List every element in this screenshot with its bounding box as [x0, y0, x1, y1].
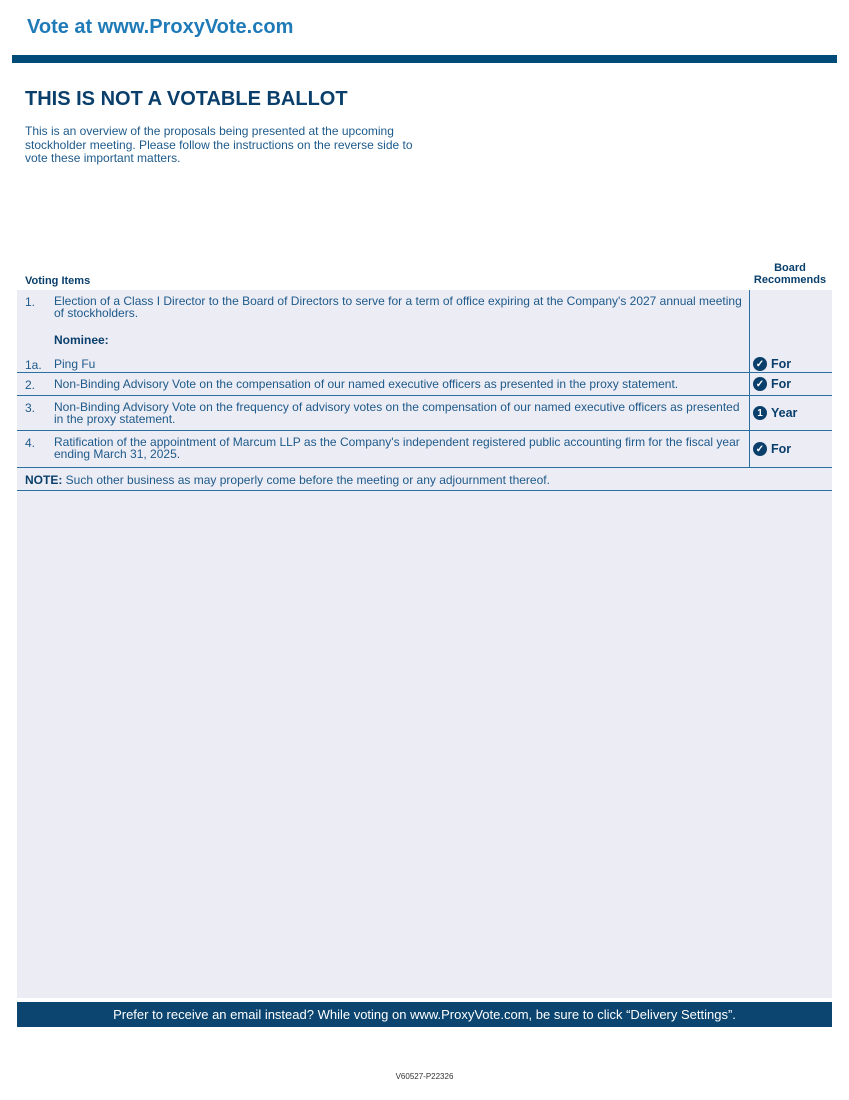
check-circle-icon: ✓	[753, 442, 767, 456]
sub-item-number: 1a.	[25, 358, 42, 372]
voting-items-header: Voting Items	[25, 275, 91, 287]
board-recommends-line2: Recommends	[753, 274, 827, 286]
recommendation-cell	[749, 431, 833, 467]
item-number: 1.	[25, 295, 36, 309]
item-number: 4.	[25, 436, 36, 450]
proxyvote-link[interactable]: Vote at www.ProxyVote.com	[27, 16, 294, 38]
item-1-row	[17, 290, 832, 373]
note-text	[25, 473, 550, 487]
note-row	[17, 468, 832, 491]
note-label: NOTE:	[25, 473, 63, 487]
recommendation-cell	[749, 373, 833, 395]
item-text: Non-Binding Advisory Vote on the frequency of advisory votes on the compensation of our named executive officers as presented in the proxy statement.	[54, 400, 740, 426]
voting-items-table	[17, 290, 832, 491]
number-circle-icon: 1	[753, 406, 767, 420]
recommendation-value: For	[771, 357, 792, 371]
banner-text: Prefer to receive an email instead? While voting on www.ProxyVote.com, be sure to click “Delivery Settings”.	[113, 1007, 736, 1022]
item-number: 2.	[25, 378, 36, 392]
intro-text: This is an overview of the proposals being presented at the upcoming stockholder meeting. Please follow the instructions on the reverse side to vote these important matters.	[25, 124, 413, 165]
page-title: THIS IS NOT A VOTABLE BALLOT	[25, 88, 348, 110]
check-circle-icon: ✓	[753, 357, 767, 371]
item-text: Election of a Class I Director to the Board of Directors to serve for a term of office expiring at the Company's 2027 annual meeting of stockholders.	[54, 294, 742, 320]
check-circle-icon: ✓	[753, 377, 767, 391]
delivery-settings-banner	[17, 1002, 832, 1027]
board-recommends-line1: Board	[774, 262, 806, 274]
document-code: V60527-P22326	[395, 1072, 454, 1081]
recommendation-cell	[749, 396, 833, 430]
item-4-row	[17, 431, 832, 468]
item-text: Non-Binding Advisory Vote on the compensation of our named executive officers as presented in the proxy statement.	[54, 377, 679, 391]
recommendation-value: Year	[771, 406, 798, 420]
nominee-label: Nominee:	[54, 333, 109, 347]
nominee-name: Ping Fu	[54, 357, 96, 371]
recommendation-value: For	[771, 442, 792, 456]
item-3-row	[17, 396, 832, 431]
item-text: Ratification of the appointment of Marcum LLP as the Company's independent registered public accounting firm for the fiscal year ending March 31, 2025.	[54, 435, 740, 461]
recommendation-value: For	[771, 377, 792, 391]
recommendation-cell	[749, 290, 832, 372]
item-2-row	[17, 373, 832, 396]
board-recommends-header	[749, 262, 831, 286]
item-number: 3.	[25, 401, 36, 415]
note-body: Such other business as may properly come before the meeting or any adjournment thereof.	[62, 473, 550, 487]
header-rule	[12, 55, 837, 63]
